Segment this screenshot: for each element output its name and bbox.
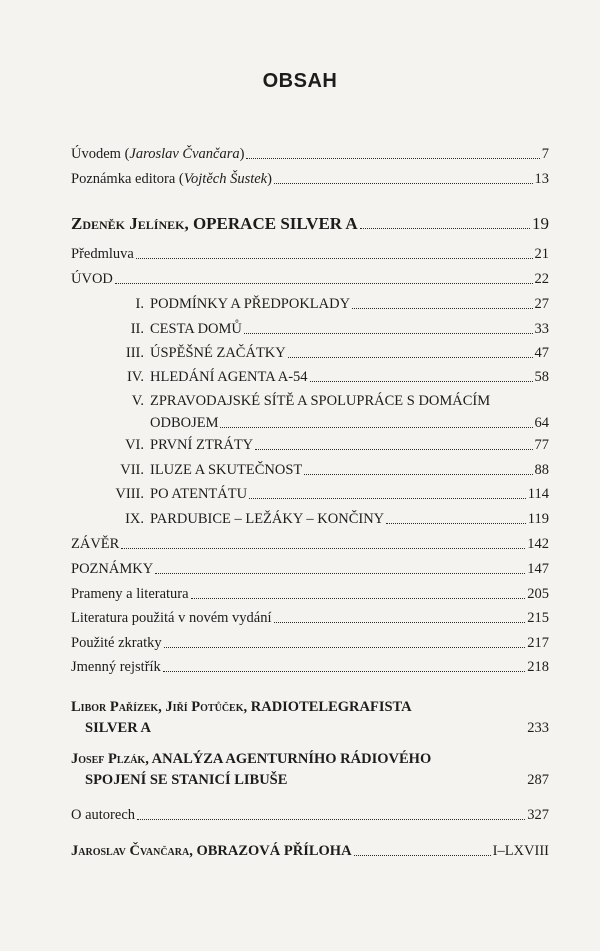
chapter-number: IX. bbox=[125, 511, 144, 527]
page-number: 287 bbox=[527, 772, 549, 788]
dot-leader bbox=[136, 258, 533, 259]
dot-leader bbox=[274, 622, 526, 623]
page-number: 21 bbox=[534, 246, 549, 262]
toc-entry[interactable] bbox=[71, 270, 549, 288]
page-number: 114 bbox=[527, 486, 549, 502]
work-title: OPERACE SILVER A bbox=[192, 214, 358, 233]
author-first-name: Zdeněk bbox=[71, 214, 126, 233]
entry-label: O autorech bbox=[71, 807, 136, 823]
dot-leader bbox=[352, 308, 532, 309]
entry-label: Předmluva bbox=[71, 246, 134, 262]
entry-label: ZPRAVODAJSKÉ SÍTĚ A SPOLUPRÁCE S DOMÁCÍM bbox=[150, 393, 491, 409]
dot-leader bbox=[121, 548, 525, 549]
toc-entry[interactable] bbox=[71, 245, 549, 263]
dot-leader bbox=[137, 819, 525, 820]
entry-label: Poznámka editora bbox=[71, 171, 176, 187]
dot-leader bbox=[220, 427, 532, 428]
entry-label: Prameny a literatura bbox=[71, 586, 189, 602]
page-number: 205 bbox=[527, 586, 549, 602]
dot-leader bbox=[288, 357, 533, 358]
entry-label: Literatura použitá v novém vydání bbox=[71, 610, 272, 626]
dot-leader bbox=[304, 474, 532, 475]
page-number: 19 bbox=[532, 214, 549, 233]
page-number: 217 bbox=[527, 635, 549, 651]
toc-entry[interactable] bbox=[71, 585, 549, 603]
entry-label: ÚVOD bbox=[71, 271, 113, 287]
dot-leader bbox=[354, 855, 491, 856]
entry-label: PODMÍNKY A PŘEDPOKLADY bbox=[150, 296, 351, 312]
entry-label: PARDUBICE – LEŽÁKY – KONČINY bbox=[150, 511, 385, 527]
work-title-line1: ANALÝZA AGENTURNÍHO RÁDIOVÉHO bbox=[151, 751, 432, 767]
page-number: 327 bbox=[527, 807, 549, 823]
toc-entry[interactable] bbox=[71, 461, 549, 479]
chapter-number: IV. bbox=[126, 369, 144, 385]
toc-entry[interactable] bbox=[71, 560, 549, 578]
page-number: 147 bbox=[527, 561, 549, 577]
section-heading-operace-silver-a[interactable]: Zdeněk Jelínek, OPERACE SILVER A 19 bbox=[71, 214, 549, 233]
page-number: 119 bbox=[527, 511, 549, 527]
page-number: 58 bbox=[534, 369, 549, 385]
toc-entry-o-autorech[interactable] bbox=[71, 806, 549, 824]
toc-entry-continuation bbox=[150, 414, 549, 432]
entry-label: CESTA DOMŮ bbox=[150, 321, 242, 337]
dot-leader bbox=[360, 228, 530, 229]
page-number: 77 bbox=[534, 437, 549, 453]
entry-label: ZÁVĚR bbox=[71, 536, 120, 552]
chapter-number: VI. bbox=[125, 437, 144, 453]
page-number: 27 bbox=[534, 296, 549, 312]
entry-label-line2: ODBOJEM bbox=[150, 415, 219, 431]
author-name: Josef Plzák bbox=[71, 751, 146, 767]
entry-label: HLEDÁNÍ AGENTA A-54 bbox=[150, 369, 308, 385]
author-name: Jaroslav Čvančara bbox=[71, 843, 190, 859]
entry-editor: Vojtěch Šustek bbox=[183, 171, 268, 187]
chapter-number: II. bbox=[130, 321, 144, 337]
page-number: 7 bbox=[541, 146, 549, 162]
page-number: 233 bbox=[527, 720, 549, 736]
work-title-line2: SPOJENÍ SE STANICÍ LIBUŠE bbox=[85, 772, 288, 788]
toc-entry-uvodem[interactable]: Úvodem (Jaroslav Čvančara) 7 bbox=[71, 146, 549, 162]
chapter-number: VII. bbox=[120, 462, 144, 478]
dot-leader bbox=[155, 573, 525, 574]
page-number: 142 bbox=[527, 536, 549, 552]
page-number: 22 bbox=[534, 271, 549, 287]
page-number: I–LXVIII bbox=[492, 843, 549, 859]
entry-label: Úvodem bbox=[71, 146, 121, 162]
work-title: OBRAZOVÁ PŘÍLOHA bbox=[196, 843, 352, 859]
toc-entry[interactable] bbox=[71, 535, 549, 553]
chapter-number: VIII. bbox=[115, 486, 144, 502]
toc-entry[interactable] bbox=[71, 609, 549, 627]
entry-label: PRVNÍ ZTRÁTY bbox=[150, 437, 254, 453]
entry-editor: Jaroslav Čvančara bbox=[129, 146, 240, 162]
page-number: 13 bbox=[534, 171, 549, 187]
section-heading-analyza[interactable]: Josef Plzák, ANALÝZA AGENTURNÍHO RÁDIOVÉHO bbox=[71, 751, 432, 767]
chapter-number: I. bbox=[135, 296, 144, 312]
entry-label: POZNÁMKY bbox=[71, 561, 154, 577]
entry-label: ÚSPĚŠNÉ ZAČÁTKY bbox=[150, 345, 286, 361]
dot-leader bbox=[191, 598, 526, 599]
toc-entry[interactable] bbox=[71, 295, 549, 313]
dot-leader bbox=[386, 523, 526, 524]
dot-leader bbox=[163, 671, 525, 672]
chapter-number: V. bbox=[131, 393, 144, 409]
dot-leader bbox=[246, 158, 539, 159]
toc-entry[interactable] bbox=[71, 485, 549, 503]
work-title-line1: RADIOTELEGRAFISTA bbox=[250, 699, 412, 715]
work-title-line2: SILVER A bbox=[85, 720, 151, 736]
section-heading-radiotelegrafista-line2 bbox=[85, 719, 549, 737]
toc-entry-poznamka-editora[interactable]: Poznámka editora (Vojtěch Šustek) 13 bbox=[71, 171, 549, 187]
section-heading-obrazova-priloha[interactable]: Jaroslav Čvančara, OBRAZOVÁ PŘÍLOHA I–LXVIII bbox=[71, 843, 549, 859]
author-last-name: Jelínek bbox=[129, 214, 185, 233]
toc-entry[interactable] bbox=[71, 436, 549, 454]
dot-leader bbox=[310, 381, 533, 382]
entry-label: Jmenný rejstřík bbox=[71, 659, 161, 675]
toc-entry[interactable] bbox=[71, 510, 549, 528]
page-number: 218 bbox=[527, 659, 549, 675]
chapter-number: III. bbox=[125, 345, 144, 361]
entry-label: PO ATENTÁTU bbox=[150, 486, 248, 502]
toc-entry[interactable] bbox=[71, 658, 549, 676]
dot-leader bbox=[255, 449, 532, 450]
page-number: 88 bbox=[534, 462, 549, 478]
toc-entry[interactable] bbox=[71, 344, 549, 362]
toc-entry[interactable] bbox=[71, 634, 549, 652]
page-title: OBSAH bbox=[262, 70, 338, 92]
page-number: 33 bbox=[534, 321, 549, 337]
dot-leader bbox=[249, 498, 526, 499]
toc-entry[interactable] bbox=[71, 392, 549, 410]
entry-label: ILUZE A SKUTEČNOST bbox=[150, 462, 303, 478]
entry-label: Použité zkratky bbox=[71, 635, 162, 651]
toc-entry[interactable] bbox=[71, 368, 549, 386]
section-heading-radiotelegrafista[interactable]: Libor Pařízek, Jiří Potůček, RADIOTELEGRAFISTA bbox=[71, 699, 412, 715]
page-number: 64 bbox=[534, 415, 549, 431]
dot-leader bbox=[115, 283, 533, 284]
author-name: Libor Pařízek bbox=[71, 699, 159, 715]
dot-leader bbox=[244, 333, 533, 334]
dot-leader bbox=[164, 647, 526, 648]
section-heading-analyza-line2 bbox=[85, 771, 549, 789]
toc-entry[interactable] bbox=[71, 320, 549, 338]
author-name-2: Jiří Potůček bbox=[165, 699, 244, 715]
page-number: 47 bbox=[534, 345, 549, 361]
dot-leader bbox=[274, 183, 533, 184]
page-number: 215 bbox=[527, 610, 549, 626]
